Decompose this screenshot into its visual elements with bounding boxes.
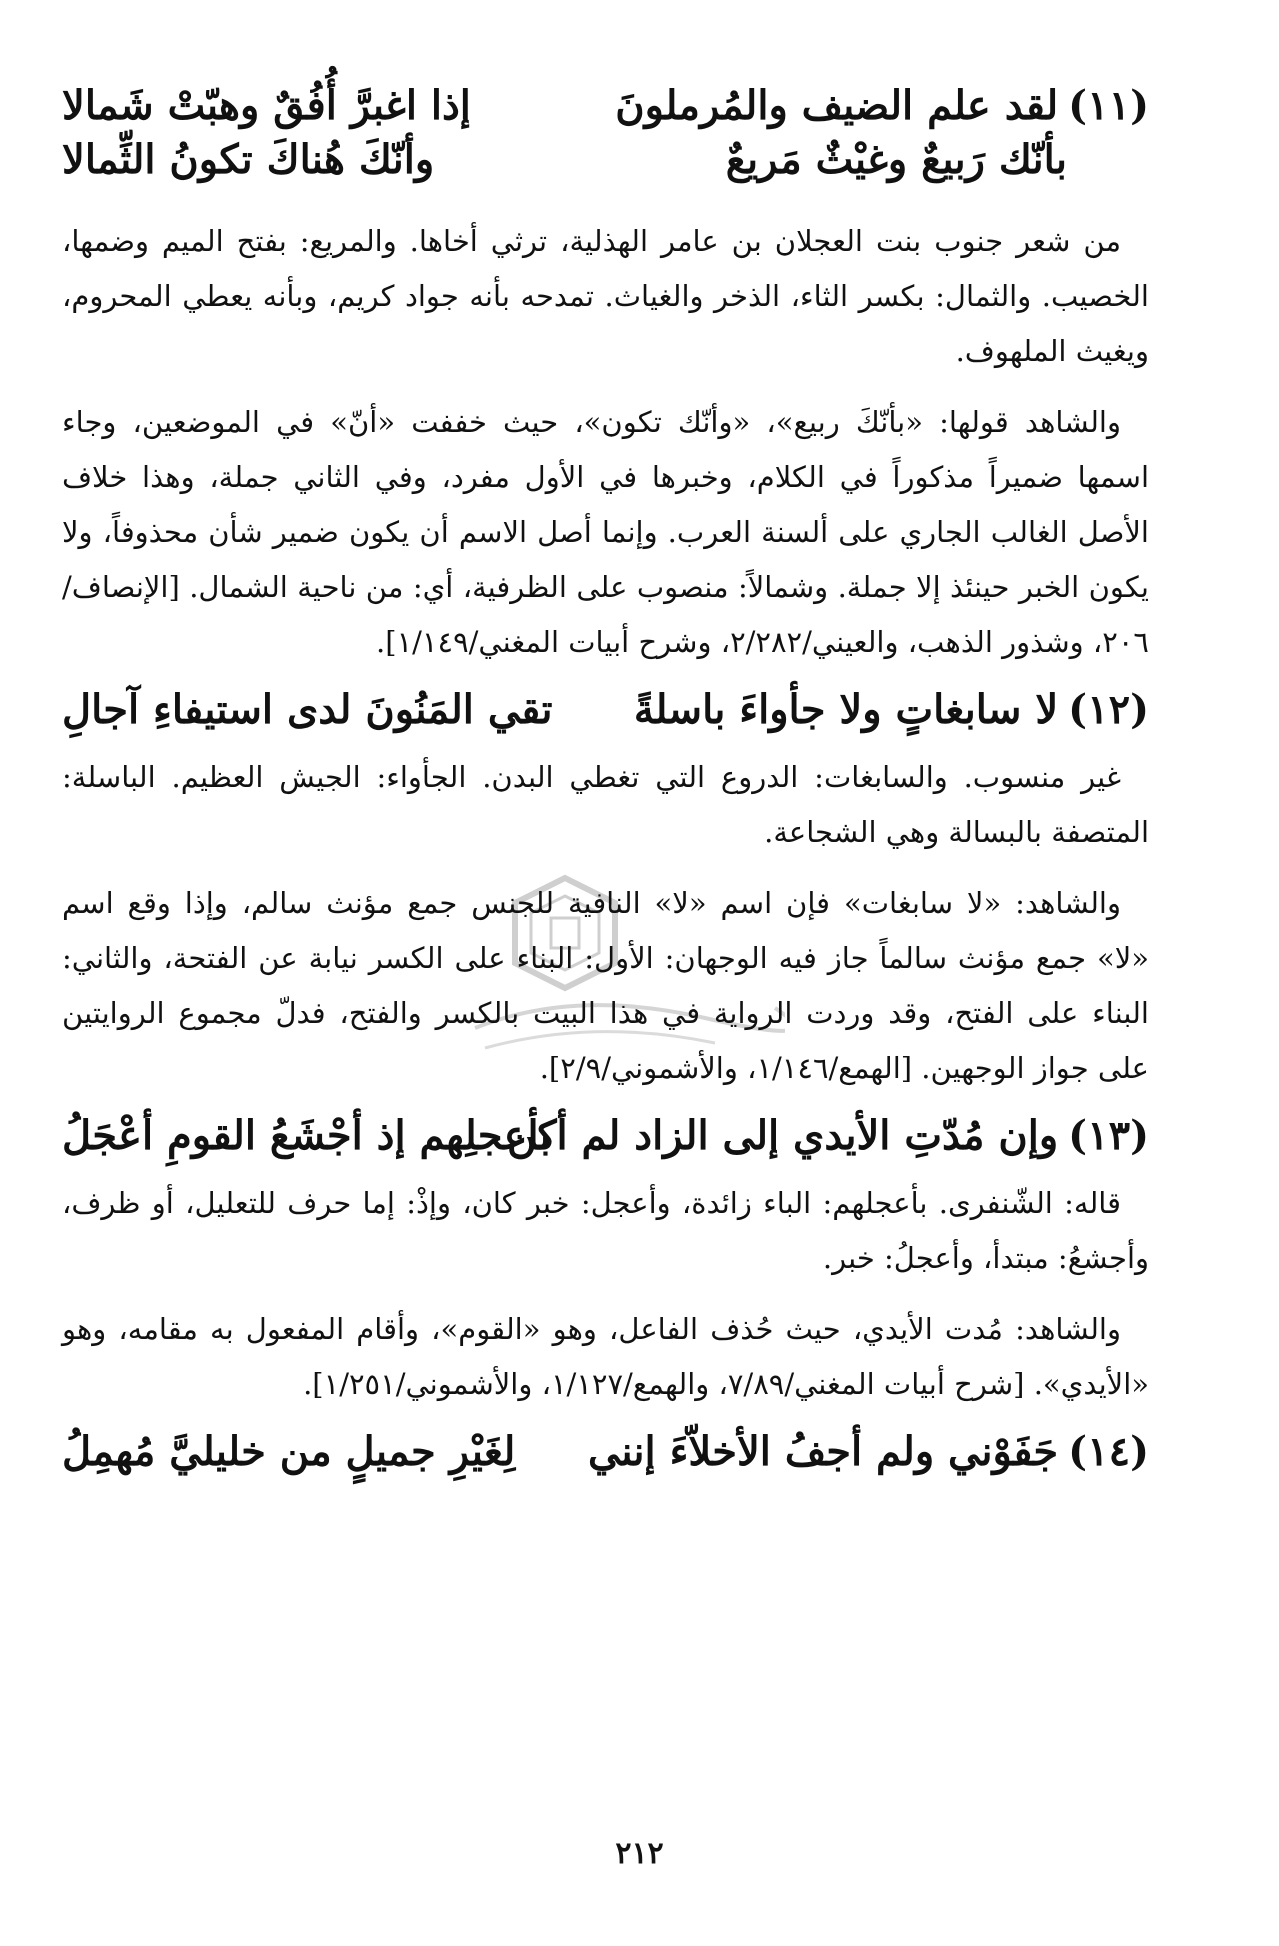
commentary-paragraph: والشاهد: «لا سابغات» فإن اسم «لا» النافية للجنس جمع مؤنث سالم، وإذا وقع اسم «لا» جمع مؤنث سالماً جاز فيه الوجهان: الأول: البناء على الكسر نيابة عن الفتحة، والثاني: البناء على الفتح، وقد وردت الرواية في هذا البيت بالكسر والفتح، فدلّ مجموع الروايتين على جواز الوجهين. [الهمع/١/١٤٦، والأشموني/٢/٩].: [62, 886, 1149, 1085]
verse-number: (١٣): [1068, 1112, 1149, 1159]
verse-14: [62, 1428, 1149, 1492]
verse-hemistich: [588, 1428, 1149, 1475]
hemistich-text: جَفَوْني ولم أجفُ الأخلاّءَ إنني: [588, 1428, 1059, 1475]
verse-hemistich: إذا اغبرَّ أُفُقٌ وهبّتْ شَمالا: [62, 82, 471, 129]
verse-hemistich: تقي المَنُونَ لدى استيفاءِ آجالِ: [62, 686, 553, 733]
verse-hemistich: [507, 1112, 1149, 1159]
verse-line: [62, 1112, 1149, 1164]
verse-number: (١٤): [1068, 1428, 1149, 1475]
commentary-paragraph: من شعر جنوب بنت العجلان بن عامر الهذلية، ترثي أخاها. والمريع: بفتح الميم وضمها، الخصيب. والثمال: بكسر الثاء، الذخر والغياث. تمدحه بأنه جواد كريم، وبأنه يعطي المحروم، ويغيث الملهوف.: [62, 224, 1149, 368]
verse-line: [62, 82, 1149, 134]
verse-hemistich: وأنّكَ هُناكَ تكونُ الثِّمالا: [62, 136, 435, 183]
verse-number: (١٢): [1068, 686, 1149, 733]
commentary-paragraph: قاله: الشّنفرى. بأعجلهم: الباء زائدة، وأعجل: خبر كان، وإذْ: إما حرف للتعليل، أو ظرف، وأجشعُ: مبتدأ، وأعجلُ: خبر.: [62, 1186, 1149, 1275]
hemistich-text: وإن مُدّتِ الأيدي إلى الزاد لم أكن: [507, 1112, 1059, 1159]
commentary-paragraph: والشاهد: مُدت الأيدي، حيث حُذف الفاعل، وهو «القوم»، وأقام المفعول به مقامه، وهو «الأيدي». [شرح أبيات المغني/٧/٨٩، والهمع/١/١٢٧، والأشموني/١/٢٥١].: [62, 1312, 1149, 1401]
verse-12: [62, 686, 1149, 750]
verse-number: (١١): [1068, 82, 1149, 129]
verse-line: [62, 686, 1149, 738]
verse-line: [62, 1428, 1149, 1480]
verse-line: [62, 136, 1149, 188]
verse-hemistich: بأنّك رَبيعٌ وغيْثٌ مَريعٌ: [725, 136, 1067, 183]
verse-hemistich: [615, 82, 1149, 129]
commentary-paragraph: والشاهد قولها: «بأنّكَ ربيع»، «وأنّك تكون»، حيث خففت «أنّ» في الموضعين، وجاء اسمها ضميراً مذكوراً في الكلام، وخبرها في الأول مفرد، وفي الثاني جملة، وهذا خلاف الأصل الغالب الجاري على ألسنة العرب. وإنما أصل الاسم أن يكون ضمير شأن محذوفاً، ولا يكون الخبر حينئذ إلا جملة. وشمالاً: منصوب على الظرفية، أي: من ناحية الشمال. [الإنصاف/٢٠٦، وشذور الذهب، والعيني/٢/٢٨٢، وشرح أبيات المغني/١/١٤٩].: [62, 405, 1149, 659]
verse-13: [62, 1112, 1149, 1176]
verse-hemistich: لِغَيْرِ جميلٍ من خليليَّ مُهمِلُ: [62, 1428, 516, 1475]
hemistich-text: لقد علم الضيف والمُرملونَ: [615, 82, 1059, 129]
commentary-paragraph: غير منسوب. والسابغات: الدروع التي تغطي البدن. الجأواء: الجيش العظيم. الباسلة: المتصفة بالبسالة وهي الشجاعة.: [62, 760, 1149, 849]
verse-hemistich: بأعجلِهم إذ أجْشَعُ القومِ أعْجَلُ: [62, 1112, 551, 1159]
page-content: [62, 82, 1149, 1492]
verse-hemistich: [634, 686, 1149, 733]
hemistich-text: لا سابغاتٍ ولا جأواءَ باسلةً: [633, 686, 1059, 733]
page-number: ٢١٢: [615, 1836, 664, 1871]
verse-11: [62, 82, 1149, 198]
